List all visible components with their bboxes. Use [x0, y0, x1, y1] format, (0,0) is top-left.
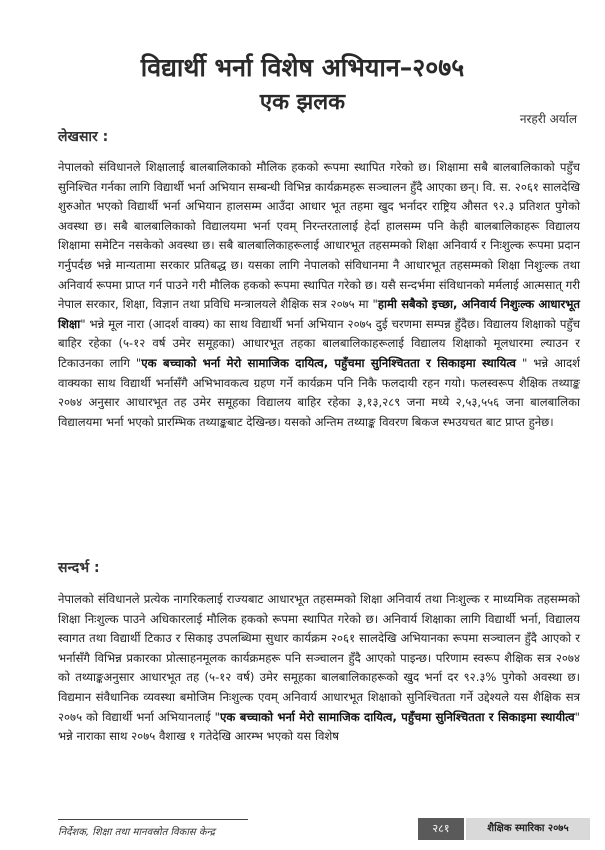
abstract-text-1: नेपालको संविधानले शिक्षालाई बालबालिकाको मौलिक हकको रूपमा स्थापित गरेको छ। शिक्षामा सबै बालबालिकाको पहुँच सुनिश्चित गर्नका लागि विद्यार्थी भर्ना अभियान सम्बन्धी विभिन्न कार्यक्रमहरू सञ्चालन हुँदै आएका छन्। वि. स. २०६१ सालदेखि शुरुओत भएको विद्यार्थी भर्ना अभियान हालसम्म आउँदा आधार भूत तहमा खुद भर्नादर राष्ट्रिय औसत ९२.३ प्रतिशत पुगेको अवस्था छ। सबै बालबालिकाको विद्यालयमा भर्ना एवम् निरन्तरतालाई हेर्दा हालसम्म पनि केही बालबालिकाहरू विद्यालय शिक्षामा समेटिन नसकेको अवस्था छ। सबै बालबालिकाहरूलाई आधारभूत तहसम्मको शिक्षा अनिवार्य र निःशुल्क रूपमा प्रदान गर्नुपर्दछ भन्ने मान्यतामा सरकार प्रतिबद्ध छ। यसका लागि नेपालको संविधानमा नै आधारभूत तहसम्मको शिक्षा निशुःल्क तथा अनिवार्य रूपमा प्राप्त गर्न पाउने गरी मौलिक हकको रूपमा स्थापित गरेको छ। यसै सन्दर्भमा संविधानको मर्मलाई आत्मसात् गरी नेपाल सरकार, शिक्षा, विज्ञान तथा प्रविधि मन्त्रालयले शैक्षिक सत्र २०७५ मा " — [58, 160, 580, 312]
article-subtitle: एक झलक — [259, 90, 346, 115]
abstract-slogan-1: हामी सबैको इच्छा, अनिवार्य निशुःल्क आधारभूत शिक्षा — [58, 297, 580, 331]
abstract-text-2: " भन्ने मूल नारा (आदर्श वाक्य) का साथ विद्यार्थी भर्ना अभियान २०७५ दुई चरणमा सम्पन्न हुँदैछ। विद्यालय शिक्षाको पहुँच बाहिर रहेका (५-१२ वर्ष उमेर समूहका) आधारभूत तहका बालबालिकाहरूलाई विद्यालय शिक्षाको मूलधारमा ल्याउन र टिकाउनका लागि " — [58, 316, 580, 370]
abstract-slogan-2: एक बच्चाको भर्ना मेरो सामाजिक दायित्व, पहुँचमा सुनिश्चितता र सिकाइमा स्थायित्व — [141, 355, 516, 370]
context-text-1: नेपालको संविधानले प्रत्येक नागरिकलाई राज्यबाट आधारभूत तहसम्मको शिक्षा अनिवार्य तथा निःशुल्क र माध्यमिक तहसम्मको शिक्षा निःशुल्क पाउने अधिकारलाई मौलिक हकको रूपमा स्थापित गरेको छ। अनिवार्य शिक्षाका लागि विद्यार्थी भर्ना, विद्यालय स्वागत तथा विद्यार्थी टिकाउ र सिकाइ उपलब्धिमा सुधार कार्यक्रम २०६१ सालदेखि अभियानका रूपमा सञ्चालन हुँदै आएको र भर्नासँगै विभिन्न प्रकारका प्रोत्साहनमूलक कार्यक्रमहरू पनि सञ्चालन हुँदै आएको पाइन्छ। परिणाम स्वरूप शैक्षिक सत्र २०७४ को तथ्याङ्कअनुसार आधारभूत तह (५-१२ वर्ष) उमेर समूहका बालबालिकाहरूको खुद भर्ना दर ९२.३% पुगेको अवस्था छ। विद्यमान संवैधानिक व्यवस्था बमोजिम निःशुल्क एवम् अनिवार्य आधारभूत शिक्षाको सुनिश्चितता गर्ने उद्देश्यले यस शैक्षिक सत्र २०७५ को विद्यार्थी भर्ना अभियानलाई " — [58, 592, 580, 724]
abstract-heading: लेखसार : — [58, 129, 109, 145]
context-text-2: " भन्ने नाराका साथ २०७५ वैशाख १ गतेदेखि आरम्भ भएको यस विशेष — [58, 709, 580, 744]
footer-rule — [58, 819, 248, 820]
abstract-text-3: " भन्ने आदर्श वाक्यका साथ विद्यार्थी भर्नासँगै अभिभावकत्व ग्रहण गर्ने कार्यक्रम पनि निकै फलदायी रहन गयो। फलस्वरूप शैक्षिक तथ्याङ्क २०७४ अनुसार आधारभूत तह उमेर समूहका विद्यालय बाहिर रहेका ३,१३,२८९ जना मध्ये २,५३,५५६ जना बालबालिका विद्यालयमा भर्ना भएको प्रारम्भिक तथ्याङ्कबाट देखिन्छ। यसको अन्तिम तथ्याङ्क विवरण बिकज स्भउयचत बाट प्राप्त हुनेछ। — [58, 355, 581, 429]
context-slogan: एक बच्चाको भर्ना मेरो सामाजिक दायित्व, पहुँचमा सुनिश्चितता र सिकाइमा स्थायीत्व — [220, 709, 575, 724]
article-title: विद्यार्थी भर्ना विशेष अभियान–२०७५ — [140, 53, 465, 82]
context-paragraph — [58, 590, 580, 747]
context-heading: सन्दर्भ : — [58, 560, 100, 576]
page-number: २८१ — [418, 818, 464, 840]
abstract-paragraph — [58, 158, 580, 432]
publication-name: शैक्षिक स्मारिका २०७५ — [466, 818, 590, 840]
author-name: नरहरी अर्याल — [519, 112, 577, 126]
author-affiliation: निर्देशक, शिक्षा तथा मानवस्रोत विकास केन्द्र — [58, 827, 215, 838]
